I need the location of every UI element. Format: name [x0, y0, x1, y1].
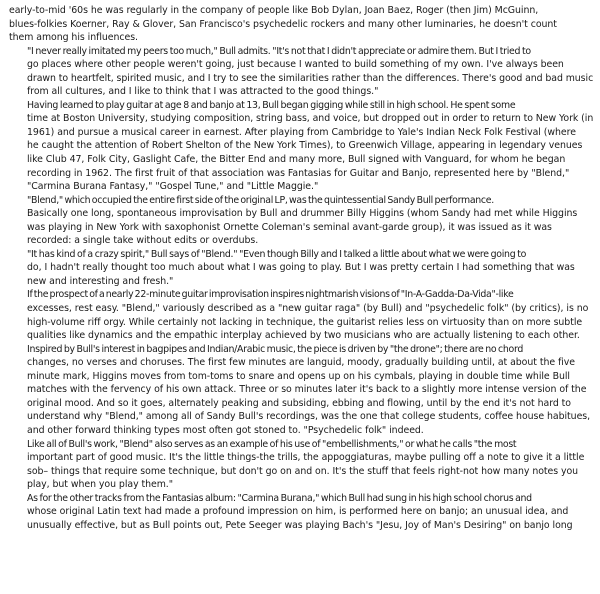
text-line: Inspired by Bull's interest in bagpipes and Indian/Arabic music, the piece is driven by "the drone"; there are no chord	[27, 343, 524, 355]
text-line: sob– things that require some technique, but don't go on and on. It's the stuff that feels right-not how many notes you	[27, 465, 579, 477]
paragraph-6	[9, 288, 593, 342]
paragraph-2	[9, 45, 593, 99]
text-line: go places where other people weren't going, just because I wanted to build something of my own. I've always been	[27, 59, 564, 71]
text-line: unusually effective, but as Bull points out, Pete Seeger was playing Bach's "Jesu, Joy of Man's Desiring" on banjo long	[27, 519, 573, 531]
text-line: like Club 47, Folk City, Gaslight Cafe, the Bitter End and many more, Bull signed with Vanguard, for whom he began	[27, 154, 566, 166]
text-line: early-to-mid '60s he was regularly in the company of people like Bob Dylan, Joan Baez, Roger (then Jim) McGuinn,	[9, 5, 539, 16]
paragraph-3	[9, 99, 593, 194]
text-line: As for the other tracks from the Fantasias album: "Carmina Burana," which Bull had sung in his high school chorus and	[27, 492, 532, 504]
text-line: high-volume riff orgy. While certainly not lacking in technique, the guitarist relies less on virtuosity than on more subtle	[27, 316, 583, 328]
text-line: recorded: a single take without edits or overdubs.	[27, 235, 259, 247]
text-line: whose original Latin text had made a profound impression on him, is performed here on banjo; an unusual idea, and	[27, 506, 569, 518]
paragraph-8	[9, 438, 593, 492]
text-line: and other forward thinking types most often got stoned to. "Psychedelic folk" indeed.	[27, 424, 424, 436]
text-line: Like all of Bull's work, "Blend" also serves as an example of his use of "embellishments," or what he calls "the most	[27, 438, 517, 450]
paragraph-4	[9, 194, 593, 248]
text-line: from all cultures, and I like to think that I was attracted to the good things."	[27, 86, 379, 98]
text-line: If the prospect of a nearly 22-minute guitar improvisation inspires nightmarish visions of "In-A-Gadda-Da-Vida"-like	[27, 289, 514, 301]
text-line: changes, no verses and choruses. The first few minutes are languid, moody, gradually building until, at about the five	[27, 357, 575, 369]
text-line: recording in 1962. The first fruit of that association was Fantasias for Guitar and Banjo, represented here by "Blend,"	[27, 167, 570, 179]
text-line: new and interesting and fresh."	[27, 275, 174, 287]
text-line: "Carmina Burana Fantasy," "Gospel Tune," and "Little Maggie."	[27, 181, 319, 193]
text-line: understand why "Blend," among all of Sandy Bull's recordings, was the one that college students, coffee house habitues,	[27, 411, 591, 423]
paragraph-7	[9, 343, 593, 438]
text-line: blues-folkies Koerner, Ray & Glover, San Francisco's psychedelic rockers and many other luminaries, he doesn't count	[9, 18, 557, 30]
text-line: original mood. And so it goes, alternately peaking and subsiding, ebbing and flowing, until by the end it's not hard to	[27, 397, 571, 409]
text-line: matches with the fervency of his own attack. Three or so minutes later it's back to a slightly more intense version of the	[27, 384, 587, 396]
text-line: play, but when you play them."	[27, 479, 174, 491]
text-line: important part of good music. It's the little things-the trills, the appoggiaturas, maybe pulling off a note to give it a little	[27, 452, 585, 464]
text-line: qualities like dynamics and the empathic interplay achieved by two musicians who are actually listening to each other.	[27, 330, 580, 342]
paragraph-9	[9, 492, 593, 533]
text-line: "I never really imitated my peers too much," Bull admits. "It's not that I didn't appreciate or admire them. But I tried to	[27, 45, 531, 57]
paragraph-1	[9, 4, 593, 45]
text-line: them among his influences.	[9, 32, 138, 44]
text-line: excesses, rest easy. "Blend," variously described as a "new guitar raga" (by Bull) and "psychedelic folk" (by critics), is no	[27, 303, 589, 315]
text-line: "It has kind of a crazy spirit," Bull says of "Blend." "Even though Billy and I talked a little about what we were going to	[27, 248, 527, 260]
text-line: time at Boston University, studying composition, string bass, and voice, but dropped out in order to return to New York (in	[27, 113, 594, 125]
text-line: Basically one long, spontaneous improvisation by Bull and drummer Billy Higgins (whom Sandy had met while Higgins	[27, 208, 578, 220]
article-body	[9, 4, 593, 532]
text-line: "Blend," which occupied the entire first side of the original LP, was the quintessential Sandy Bull performance.	[27, 194, 494, 206]
paragraph-5	[9, 248, 593, 289]
text-line: minute mark, Higgins moves from tom-toms to snare and opens up on his cymbals, playing in double time while Bull	[27, 370, 570, 382]
text-line: Having learned to play guitar at age 8 and banjo at 13, Bull began gigging while still in high school. He spent some	[27, 99, 516, 111]
text-line: was playing in New York with saxophonist Ornette Coleman's seminal avant-garde group), it was issued as it was	[27, 221, 552, 233]
text-line: 1961) and pursue a musical career in earnest. After playing from Cambridge to Yale's Indian Neck Folk Festival (where	[27, 126, 576, 138]
text-line: do, I hadn't really thought too much about what I was going to play. But I was pretty certain I had something that was	[27, 262, 575, 274]
text-line: drawn to heartfelt, spirited music, and I try to see the similarities rather than the differences. There's good and bad music	[27, 72, 594, 84]
text-line: he caught the attention of Robert Shelton of the New York Times), to Greenwich Village, appearing in legendary venues	[27, 140, 583, 152]
